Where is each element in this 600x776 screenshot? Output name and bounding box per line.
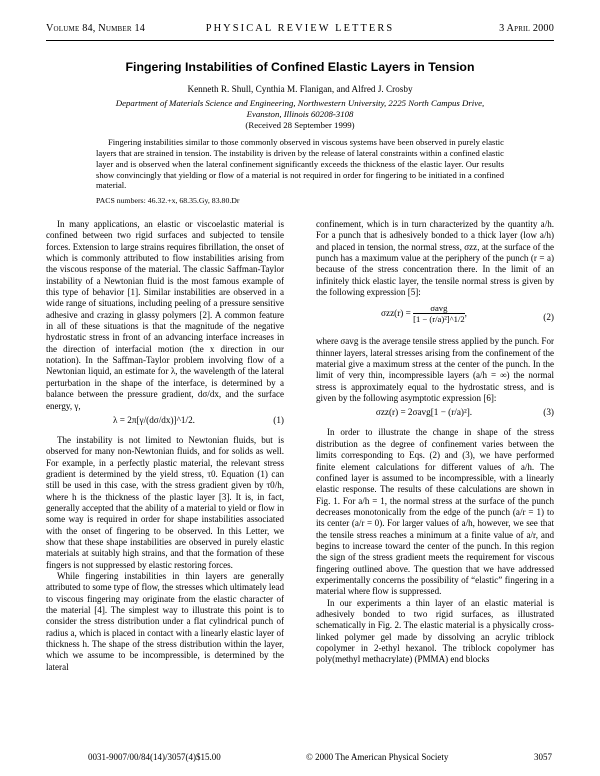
volume-number: Volume 84, Number 14 xyxy=(46,23,146,34)
issue-date: 3 April 2000 xyxy=(499,23,554,34)
right-paragraph-1: confinement, which is in turn characterized by the quantity a/h. For a punch that is adhesively bonded to a thick layer (low a/h) and placed in tension, the normal stress, σzz, at the surface of the punch has a maximum value at the periphery of the punch (r = a) because of the stress concentration there. In the limit of an infinitely thick elastic layer, the tensile normal stress is given by the following expression [5]: xyxy=(316,219,554,298)
equation-3-body: σzz(r) = 2σavg[1 − (r/a)²]. xyxy=(375,407,473,418)
affiliation-line-1: Department of Materials Science and Engineering, Northwestern University, 2225 North Campus Drive, xyxy=(115,98,485,108)
equation-1-number: (1) xyxy=(273,414,284,425)
affiliation-line-2: Evanston, Illinois 60208-3108 xyxy=(246,109,354,119)
abstract: Fingering instabilities similar to those commonly observed in viscous systems have been observed in purely elastic layers that are strained in tension. The instability is driven by the release of lateral constraints within a confined elastic layer and is observed when the lateral confinement significantly exceeds the thickness of the elastic layer. Our results show convincingly that yielding or flow of a material is not required in order for fingering to be initiated in a confined material. xyxy=(96,137,504,191)
header-rule xyxy=(46,40,554,41)
equation-2-body xyxy=(316,303,532,325)
equation-1-body: λ = 2π[γ/(dσ/dx)]^1/2. xyxy=(113,414,195,425)
running-head xyxy=(46,23,554,37)
copyright: © 2000 The American Physical Society xyxy=(306,752,449,762)
left-column xyxy=(46,219,284,673)
equation-2-numerator: σavg xyxy=(413,303,465,314)
doi-code: 0031-9007/00/84(14)/3057(4)$15.00 xyxy=(88,752,221,762)
page-footer xyxy=(46,752,554,764)
equation-2-fraction xyxy=(413,303,465,325)
left-paragraph-2: The instability is not limited to Newtonian fluids, but is observed for many non-Newtonian fluids, and for solids as well. For example, in a perfectly plastic material, the relevant stress gradient is determined by the yield stress, τ0. Equation (1) can still be used in this case, with the stress gradient given by τ0/h, where h is the thickness of the plastic layer [3]. It is, in fact, generally accepted that the ability of a material to yield or flow in some way is required in order for shape instabilities associated with the onset of fingering to be observed. In this Letter, we show that these shape instabilities are observed in purely elastic materials at suitably high strains, and that the formation of these fingers is not suppressed by elastic restoring forces. xyxy=(46,434,284,570)
left-paragraph-1: In many applications, an elastic or viscoelastic material is confined between two rigid surfaces and subjected to tensile forces. Extension to large strains requires fibrillation, the onset of which is commonly attributed to flow instabilities arising from the viscous response of the material. The classic Saffman-Taylor instability of a Newtonian fluid is the most famous example of this type of behavior [1]. Similar instabilities are observed in a wide range of situations, including peeling of a pressure sensitive adhesive and crazing in glassy polymers [2]. A common feature in all of these situations is that the magnitude of the negative hydrostatic stress in front of an advancing interface increases in the direction of interfacial motion (the x direction in our notation). In the Saffman-Taylor problem involving flow of a Newtonian liquid, an estimate for λ, the wavelength of the lateral perturbation in the shape of the interface, is determined by a balance between the pressure gradient, dσ/dx, and the surface energy, γ, xyxy=(46,219,284,411)
equation-2-tail: , xyxy=(464,308,467,319)
journal-name: PHYSICAL REVIEW LETTERS xyxy=(205,23,395,34)
equation-3-number: (3) xyxy=(543,407,554,418)
equation-3 xyxy=(316,407,554,423)
paper-title: Fingering Instabilities of Confined Elastic Layers in Tension xyxy=(125,60,475,74)
right-paragraph-4: In our experiments a thin layer of an elastic material is adhesively bonded to two rigid surfaces, as illustrated schematically in Fig. 2. The elastic material is a physically cross-linked polymer gel made by dissolving an acrylic triblock copolymer in 2-ethyl hexanol. The triblock copolymer has poly(methyl methacrylate) (PMMA) end blocks xyxy=(316,597,554,665)
right-column xyxy=(316,219,554,666)
left-paragraph-3: While fingering instabilities in thin layers are generally attributed to some type of flow, the stresses which ultimately lead to viscous fingering may originate from the elastic character of the material [4]. The simplest way to illustrate this point is to consider the stress distribution under a flat cylindrical punch of radius a, which is placed in contact with a linearly elastic layer of thickness h. The shape of the stress distribution within the layer, which we assume to be incompressible, is determined by the lateral xyxy=(46,570,284,672)
equation-2-number: (2) xyxy=(543,312,554,323)
received-date: (Received 28 September 1999) xyxy=(245,120,355,130)
equation-2-denominator: [1 − (r/a)²]^1/2 xyxy=(413,314,465,325)
pacs-numbers: PACS numbers: 46.32.+x, 68.35.Gy, 83.80.Dr xyxy=(96,196,240,205)
right-paragraph-3: In order to illustrate the change in shape of the stress distribution as the degree of confinement varies between the limits corresponding to Eqs. (2) and (3), we have performed finite element calculations for different values of a/h. The confined layer is assumed to be incompressible, with a linearly elastic response. The results of these calculations are shown in Fig. 1. For a/h = 1, the normal stress at the surface of the punch decreases monotonically from the edge of the punch (a/r = 1) to its center (a/r = 0). For larger values of a/h, however, we see that the tensile stress reaches a minimum at a finite value of a/r, and begins to increase toward the center of the punch. In this region the sign of the stress gradient meets the requirement for viscous fingering outlined above. The question that we have addressed experimentally concerns the possibility of “elastic” fingering in a material where flow is suppressed. xyxy=(316,427,554,597)
author-list: Kenneth R. Shull, Cynthia M. Flanigan, and Alfred J. Crosby xyxy=(187,84,413,94)
page-number: 3057 xyxy=(534,752,552,762)
right-paragraph-2: where σavg is the average tensile stress applied by the punch. For thinner layers, lateral stresses arising from the confinement of the material give a maximum stress at the center of the punch. In the limit of very thin, incompressible layers (a/h = ∞) the normal stress is approximately equal to the hydrostatic stress, and is given by the following asymptotic expression [6]: xyxy=(316,336,554,404)
equation-2-lhs: σzz(r) = xyxy=(381,308,411,319)
equation-1 xyxy=(46,415,284,431)
equation-2 xyxy=(316,303,554,331)
